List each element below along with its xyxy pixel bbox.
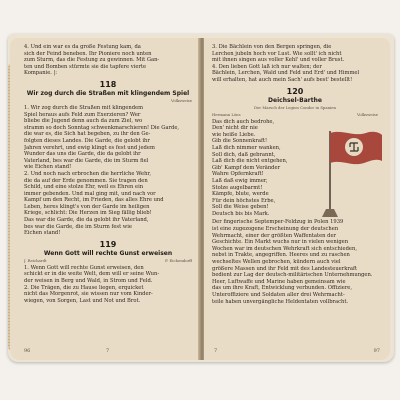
flag-illustration [320, 125, 386, 221]
signature-mark: 7 [106, 348, 110, 354]
song-lyricist: Hermann Löns [212, 111, 241, 117]
song-subtitle: Der Marsch der Legion Condor in Spanien [254, 104, 336, 110]
right-page [204, 38, 390, 360]
song-composer: Volksweise [356, 111, 378, 117]
song-composer: J. Reichardt [24, 257, 47, 263]
page-number: 97 [373, 348, 380, 354]
left-column [24, 44, 192, 338]
song-lyricist: F. Eichendorff [165, 257, 192, 263]
page-number: 96 [24, 348, 31, 354]
song-number: 120 [286, 86, 304, 96]
song-title: Deichsel-Barthe [268, 96, 322, 104]
song-number: 119 [99, 239, 117, 249]
signature-mark: 7 [214, 348, 218, 354]
song-meta [212, 112, 378, 117]
song-meta [24, 98, 192, 103]
left-page [10, 38, 202, 360]
song-text: Das dich auch bedrohe, Den' nicht dir nie wie heiße Liebe. Gib die Sonnenkraft! Laß dich nimmer wanken, Soll dich, daß gebrannt, Laß dich die nicht entgehen, Gib' Kampf dem Veränder Wahre Opfernkraft! Laß daß ewig immer, Stolze augelbarmt! Kämpfe, blute, werde Für dein höchstes Erbe, Soll die Weise geben! Deutsch bis bis Mark. [212, 118, 288, 217]
song-composer: Volksweise [170, 97, 192, 103]
left-top-text: 4. Und ein war es da große Festung kam, da sich der Feind beneben. Ihr Pioniere noch unten zum Sturm, das die Festung zu gewinnen. Mit Gan- ten und Bomben stürmte sie die tapfere vierte Kompanie. |: [24, 44, 160, 77]
flag-icon [320, 125, 386, 221]
right-top-text: 3. Die Bächlein von den Bergen springen, die Lerchen jubeln hoch vor Lust. Wie sollt' ich nicht mit ihnen singen aus voller Kehl' und voller Brust. 4. Den lieben Gott laß ich nur walten; der Bächlein, Lerchen, Wald und Feld und Erd' und Himmel will erhalten, hat auch mein Sach' aufs best' bestellt! [212, 44, 360, 83]
song-subtitle-line [212, 105, 378, 110]
song-title: Wenn Gott will rechte Gunst erweisen [43, 249, 173, 257]
song-meta [24, 258, 192, 263]
song-number: 118 [99, 79, 117, 89]
history-text: Der fingerische Septemper-Feldzug in Polen 1939 ist eine zugezogene Erscheinung der deutschen Wehrmacht, einer der größten Waffentaten der Geschichte. Ein Markt wuchs nur in vielen wenigen Wochen war im deutschen Wehrkraft sich entschieden, nebst in Trakte, angegriffen. Heeres und zu raschen wechseltes Wellen gebrochen, kündern auch viel größere Massen und ihr Feld mit des Landesteuerkraft bedient zur Lag der deutsch-militärischen Unternehmungen. Heer, Luftwaffe und Marine haben gemeinsam wie das um ihre Kraft, Entwicklung verbunden. Offiziere, Unteroffiziere und Soldaten aller drei Wehrmacht- teile haben unvergängliche Heldentaten vollbracht. [212, 219, 373, 305]
song-text: 1. Wenn Gott will rechte Gunst erweisen, den schickt er in die weite Welt, dem will er seine Wun- der weisen in Berg und Wald, in Strom und Feld. 2. Die Trägen, die zu Hause liegen, erquicket nicht das Morgenrot, sie wissen nur vom Kinder- wiegen, von Sorgen, Last und Not und Brot. [24, 264, 160, 304]
song-text: 1. Wir zog durch die Straßen mit klingendem Spiel heraus aufs Feld zum Exerzieren? Wer bliebe die Jugend denn auch da zum Ziel, wo stramm so doch Sonntag schwenkmarschieren! Die Garde, die war es, die Sich hat begeben, zu ihr den Ge- folgten dieses Landes. Die Garde, die gelobt ihr Jahren verehrt, und ewig klingt es fest und jedem Wunder das uns die Garde, die da gelobt ihr Vaterland, bes war die Garde, die im Sturm fiel wie Eichen stand! 2. Und noch nach erbrochen die herrliche Wehr, die da auf der Erde genommen. Sie tragen den Schild, und eine stolze Ehr, weil es Ehren ein immer gebenden. Und mal ging mit, und nach vor Kampf um den Recht, im Frieden, das alles Ehre und Leben, heres klingt's von der Garde im heiligen Kriege, schlicht: Die Herzen im Sieg fällig blieb! Das war die Garde, die da gelobt ihr Vaterland, bes war die Garde, die im Sturm fest wie Eichen stand! [24, 104, 180, 237]
song-title: Wir zog durch die Straßen mit klingendem Spiel [26, 89, 190, 97]
